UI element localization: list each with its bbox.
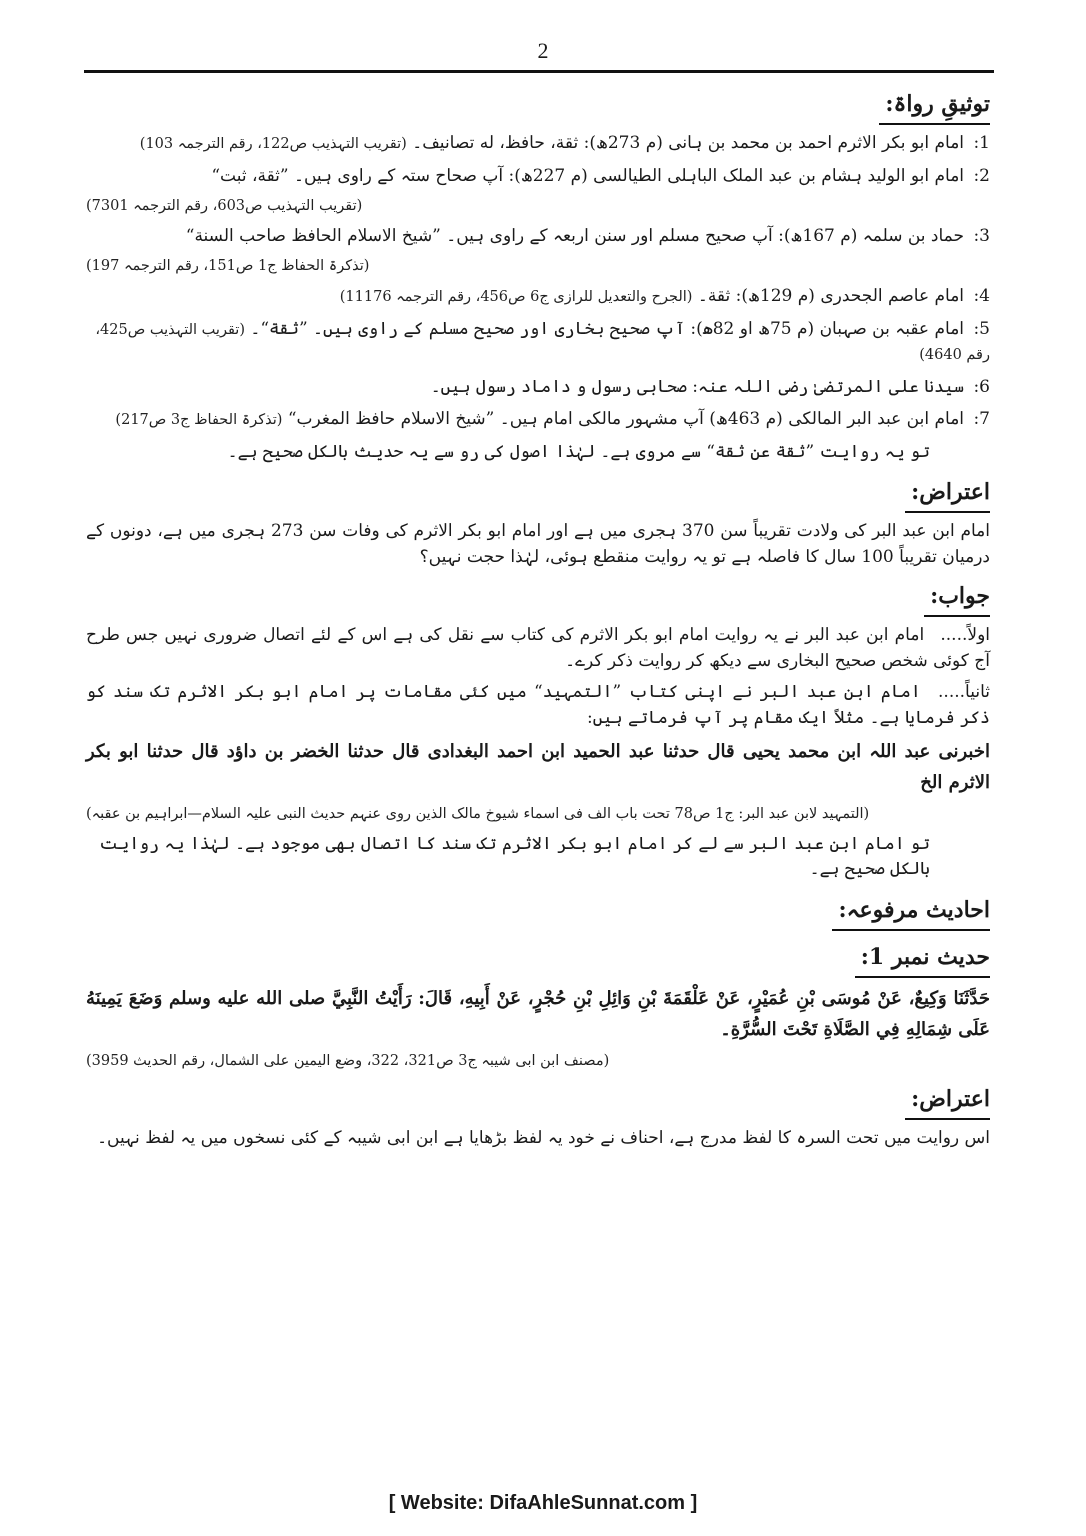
entry-text: حماد بن سلمہ (م 167ھ): آپ صحیح مسلم اور سنن اربعہ کے راوی ہیں۔ ”شیخ الاسلام الحافظ صاحب السنة“ [185,225,965,246]
entry-reference: (الجرح والتعدیل للرازی ج6 ص456، رقم الترجمہ 11176) [339,289,693,305]
entry-reference: (تقریب التہذیب ص122، رقم الترجمہ 103) [139,136,407,152]
entry-text: امام عقبہ بن صہبان (م 75ھ او 82ھ): آپ صحیح بخاری اور صحیح مسلم کے راوی ہیں۔ ”ثقة“۔ [250,318,965,339]
objection-1-text: امام ابن عبد البر کی ولادت تقریباً سن 370 ہجری میں ہے اور امام ابو بکر الاثرم کی وفات سن 273 ہجری میں ہے، دونوں کے درمیان تقریباً 100 سال کا فاصلہ ہے تو یہ روایت منقطع ہوئی، لہٰذا حجت نہیں؟ [86,521,991,567]
entry-number: 2: [973,165,990,186]
answer-second-label: ثانیاً..... [938,682,990,702]
entry-text: امام ابو الولید ہشام بن عبد الملک الباہلی الطیالسی (م 227ھ): آپ صحاح ستہ کے راوی ہیں۔ ”ثقة، ثبت“ [211,165,965,186]
narrator-entry-1 [86,131,990,157]
narrator-entry-4 [86,284,990,310]
narrator-entry-7 [86,407,990,433]
answer-arabic-chain: اخبرنی عبد اللہ ابن محمد یحیی قال حدثنا عبد الحمید ابن احمد البغدادی قال حدثنا الخضر بن داؤد قال حدثنا ابو بکر الاثرم الخ [86,741,990,793]
website-footer: [ Website: DifaAhleSunnat.com ] [388,1492,698,1514]
entry-number: 1: [973,133,990,153]
entry-text: امام ابن عبد البر المالکی (م 463ھ) آپ مشہور مالکی امام ہیں۔ ”شیخ الاسلام حافظ المغرب“ [287,409,965,429]
heading-objection-2: اعتراض: [905,1083,990,1120]
entry-reference: (تقریب التہذیب ص425، رقم 4640) [95,321,990,363]
entry-number: 3: [973,225,990,246]
answer-reference: (التمہید لابن عبد البر: ج1 ص78 تحت باب الف فی اسماء شیوخ مالک الذین روی عنہم حدیث النبی علیہ السلام—ابراہیم بن عقبہ) [86,806,870,823]
answer-first [86,623,990,674]
entry-reference: (تقریب التہذیب ص603، رقم الترجمہ 7301) [86,198,363,214]
narrator-entry-5 [86,317,990,368]
entry-text: امام عاصم الجحدری (م 129ھ): ثقة۔ [697,286,965,306]
entry-reference: (تذکرۃ الحفاظ ج3 ص217) [115,412,283,428]
answer-first-label: اولاً..... [940,625,991,645]
page-content [86,84,990,1157]
narrator-entry-3 [86,224,990,250]
hadith-1-arabic: حَدَّثَنَا وَكِيعٌ، عَنْ مُوسَى بْنِ عُمَيْرٍ، عَنْ عَلْقَمَةَ بْنِ وَائِلِ بْنِ حُجْرٍ، عَنْ أَبِيهِ، قَالَ: رَأَيْتُ النَّبِيَّ صلى الله عليه وسلم وَضَعَ يَمِينَهُ عَلَى شِمَالِهِ فِي الصَّلَاةِ تَحْتَ السُّرَّةِ۔ [86,987,990,1040]
entry-text: امام ابو بکر الاثرم احمد بن محمد بن ہانی (م 273ھ): ثقة، حافظ، له تصانیف۔ [412,133,965,153]
entry-number: 4: [973,286,990,306]
entry-number: 7: [973,409,990,429]
heading-marfu: احادیث مرفوعہ: [832,894,990,931]
heading-objection-1: اعتراض: [905,476,990,513]
hadith-1-reference: (مصنف ابن ابی شیبہ ج3 ص321، 322، وضع الیمین علی الشمال، رقم الحدیث 3959) [86,1053,610,1070]
entry-text: سیدنا علی المرتضیٰ رضی اللہ عنہ: صحابی رسول و داماد رسول ہیں۔ [430,376,965,397]
answer-second [86,680,990,731]
heading-hadith-1: حدیث نمبر 1: [855,941,990,978]
entry-number: 6: [973,376,990,397]
narrator-entry-6 [86,375,990,401]
header-rule [84,70,994,73]
entry-reference: (تذکرۃ الحفاظ ج1 ص151، رقم الترجمہ 197) [86,258,370,275]
tawsiq-conclusion: تو یہ روایت ”ثقة عن ثقة“ سے مروی ہے۔ لہٰذا اصول کی رو سے یہ حدیث بالکل صحیح ہے۔ [227,441,930,462]
answer-conclusion: تو امام ابن عبد البر سے لے کر امام ابو بکر الاثرم تک سند کا اتصال بھی موجود ہے۔ لہٰذا یہ روایت بالکل صحیح ہے۔ [99,833,930,880]
heading-answer: جواب: [924,580,990,617]
page-number: 2 [537,38,549,63]
answer-second-text: امام ابن عبد البر نے اپنی کتاب ”التمہید“ میں کئی مقامات پر امام ابو بکر الاثرم تک سند کو ذکر فرمایا ہے۔ مثلاً ایک مقام پر آپ فرماتے ہیں: [86,682,990,728]
entry-number: 5: [973,318,990,339]
answer-first-text: امام ابن عبد البر نے یہ روایت امام ابو بکر الاثرم کی کتاب سے نقل کی ہے اس کے لئے اتصال ضروری نہیں جس طرح آج کوئی شخص صحیح البخاری سے دیکھ کر روایت ذکر کرے۔ [86,625,990,671]
heading-tawsiq: توثیقِ رواۃ: [879,88,990,125]
objection-2-text: اس روایت میں تحت السرہ کا لفظ مدرج ہے، احناف نے خود یہ لفظ بڑھایا ہے ابن ابی شیبہ کے کئی نسخوں میں یہ لفظ نہیں۔ [97,1127,990,1148]
narrator-entry-2 [86,164,990,190]
